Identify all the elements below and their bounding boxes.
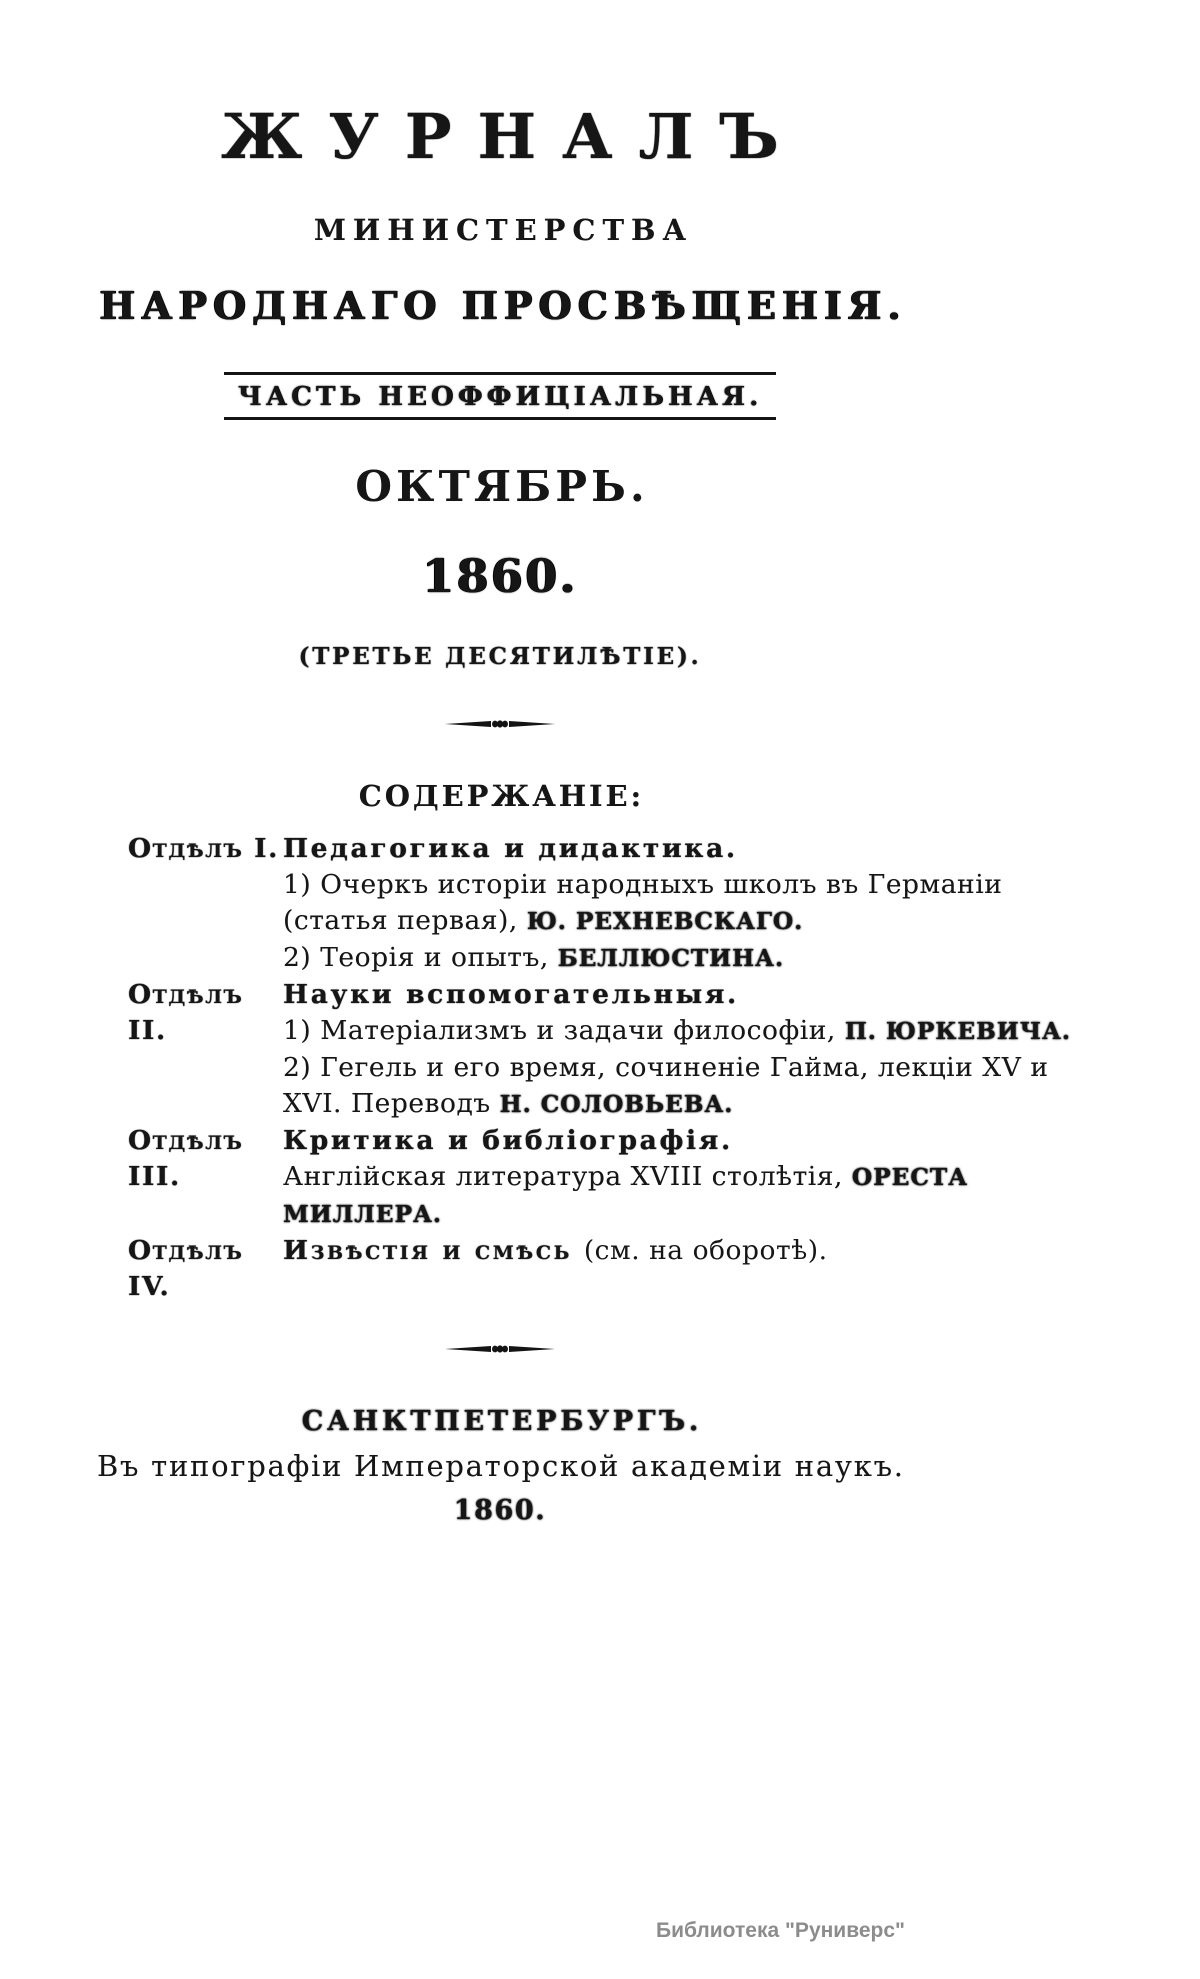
divider-ornament-icon (0, 1341, 1000, 1360)
imprint-block (0, 1341, 1000, 1526)
section-body (283, 1233, 1088, 1269)
item-text: 1) Матеріализмъ и задачи философіи, (283, 1015, 845, 1046)
section-body (283, 1123, 1088, 1233)
item-author: Н. СОЛОВЬЕВА. (499, 1091, 734, 1118)
section-label: Отдѣлъ III. (128, 1125, 244, 1192)
part-label: ЧАСТЬ НЕОФФИЦІАЛЬНАЯ. (224, 372, 776, 420)
issue-month: ОКТЯБРЬ. (355, 462, 649, 511)
item-text: 1) Очеркъ исторіи народныхъ школъ въ Германіи (статья первая), (283, 869, 1003, 936)
section-heading: Критика и библіографія. (283, 1125, 733, 1156)
section-heading (283, 1233, 1088, 1269)
imprint-publisher: Въ типографіи Императорской академіи наукъ. (96, 1449, 905, 1483)
imprint-year: 1860. (453, 1495, 547, 1526)
section-label: Отдѣлъ II. (128, 979, 244, 1046)
contents-heading: СОДЕРЖАНІЕ: (358, 779, 645, 813)
section-body (283, 977, 1088, 1123)
section-heading: Науки вспомогательныя. (283, 979, 739, 1010)
section-label: Отдѣлъ IV. (128, 1235, 244, 1302)
item-text: Англійская литература XVIII столѣтія, (283, 1161, 852, 1192)
heading-note: (см. на оборотѣ). (583, 1235, 828, 1266)
table-of-contents (128, 831, 1088, 1305)
section-heading: Педагогика и дидактика. (283, 833, 738, 864)
journal-title: ЖУРНАЛЪ (221, 100, 805, 173)
library-watermark: Библиотека "Руниверс" (655, 1919, 905, 1942)
heading-text: Извѣстія и смѣсь (283, 1235, 572, 1266)
toc-item (283, 1159, 1088, 1233)
section-body (283, 831, 1088, 977)
scanned-title-page (0, 100, 1200, 1979)
divider-ornament-icon (0, 716, 1000, 735)
toc-row (128, 977, 1088, 1123)
ministry-line: МИНИСТЕРСТВА (313, 213, 694, 247)
toc-item (283, 1050, 1088, 1123)
section-label: Отдѣлъ I. (128, 833, 279, 864)
toc-row (128, 1123, 1088, 1233)
item-text: 2) Теорія и опытъ, (283, 942, 558, 973)
toc-item (283, 867, 1088, 940)
item-author: ОРЕСТА МИЛЛЕРА. (283, 1164, 969, 1228)
decade-note: (ТРЕТЬЕ ДЕСЯТИЛѢТІЕ). (298, 643, 702, 670)
toc-item (283, 940, 1088, 977)
item-author: П. ЮРКЕВИЧА. (844, 1018, 1071, 1045)
imprint-city: САНКТПЕТЕРБУРГЪ. (301, 1406, 703, 1437)
part-label-wrap (0, 372, 1000, 420)
item-text: 2) Гегель и его время, сочиненіе Гайма, лекціи XV и XVI. Переводъ (283, 1052, 1049, 1119)
toc-section-3 (128, 1123, 1088, 1233)
issue-year: 1860. (422, 549, 578, 603)
department-line: НАРОДНАГО ПРОСВѢЩЕНІЯ. (99, 283, 907, 328)
item-author: БЕЛЛЮСТИНА. (557, 945, 784, 972)
toc-item (283, 1013, 1088, 1050)
toc-section-4 (128, 1233, 1088, 1305)
toc-section-2 (128, 977, 1088, 1123)
toc-section-1 (128, 831, 1088, 977)
toc-row (128, 1233, 1088, 1305)
item-author: Ю. РЕХНЕВСКАГО. (526, 908, 804, 935)
toc-row (128, 831, 1088, 977)
masthead (0, 100, 1000, 813)
